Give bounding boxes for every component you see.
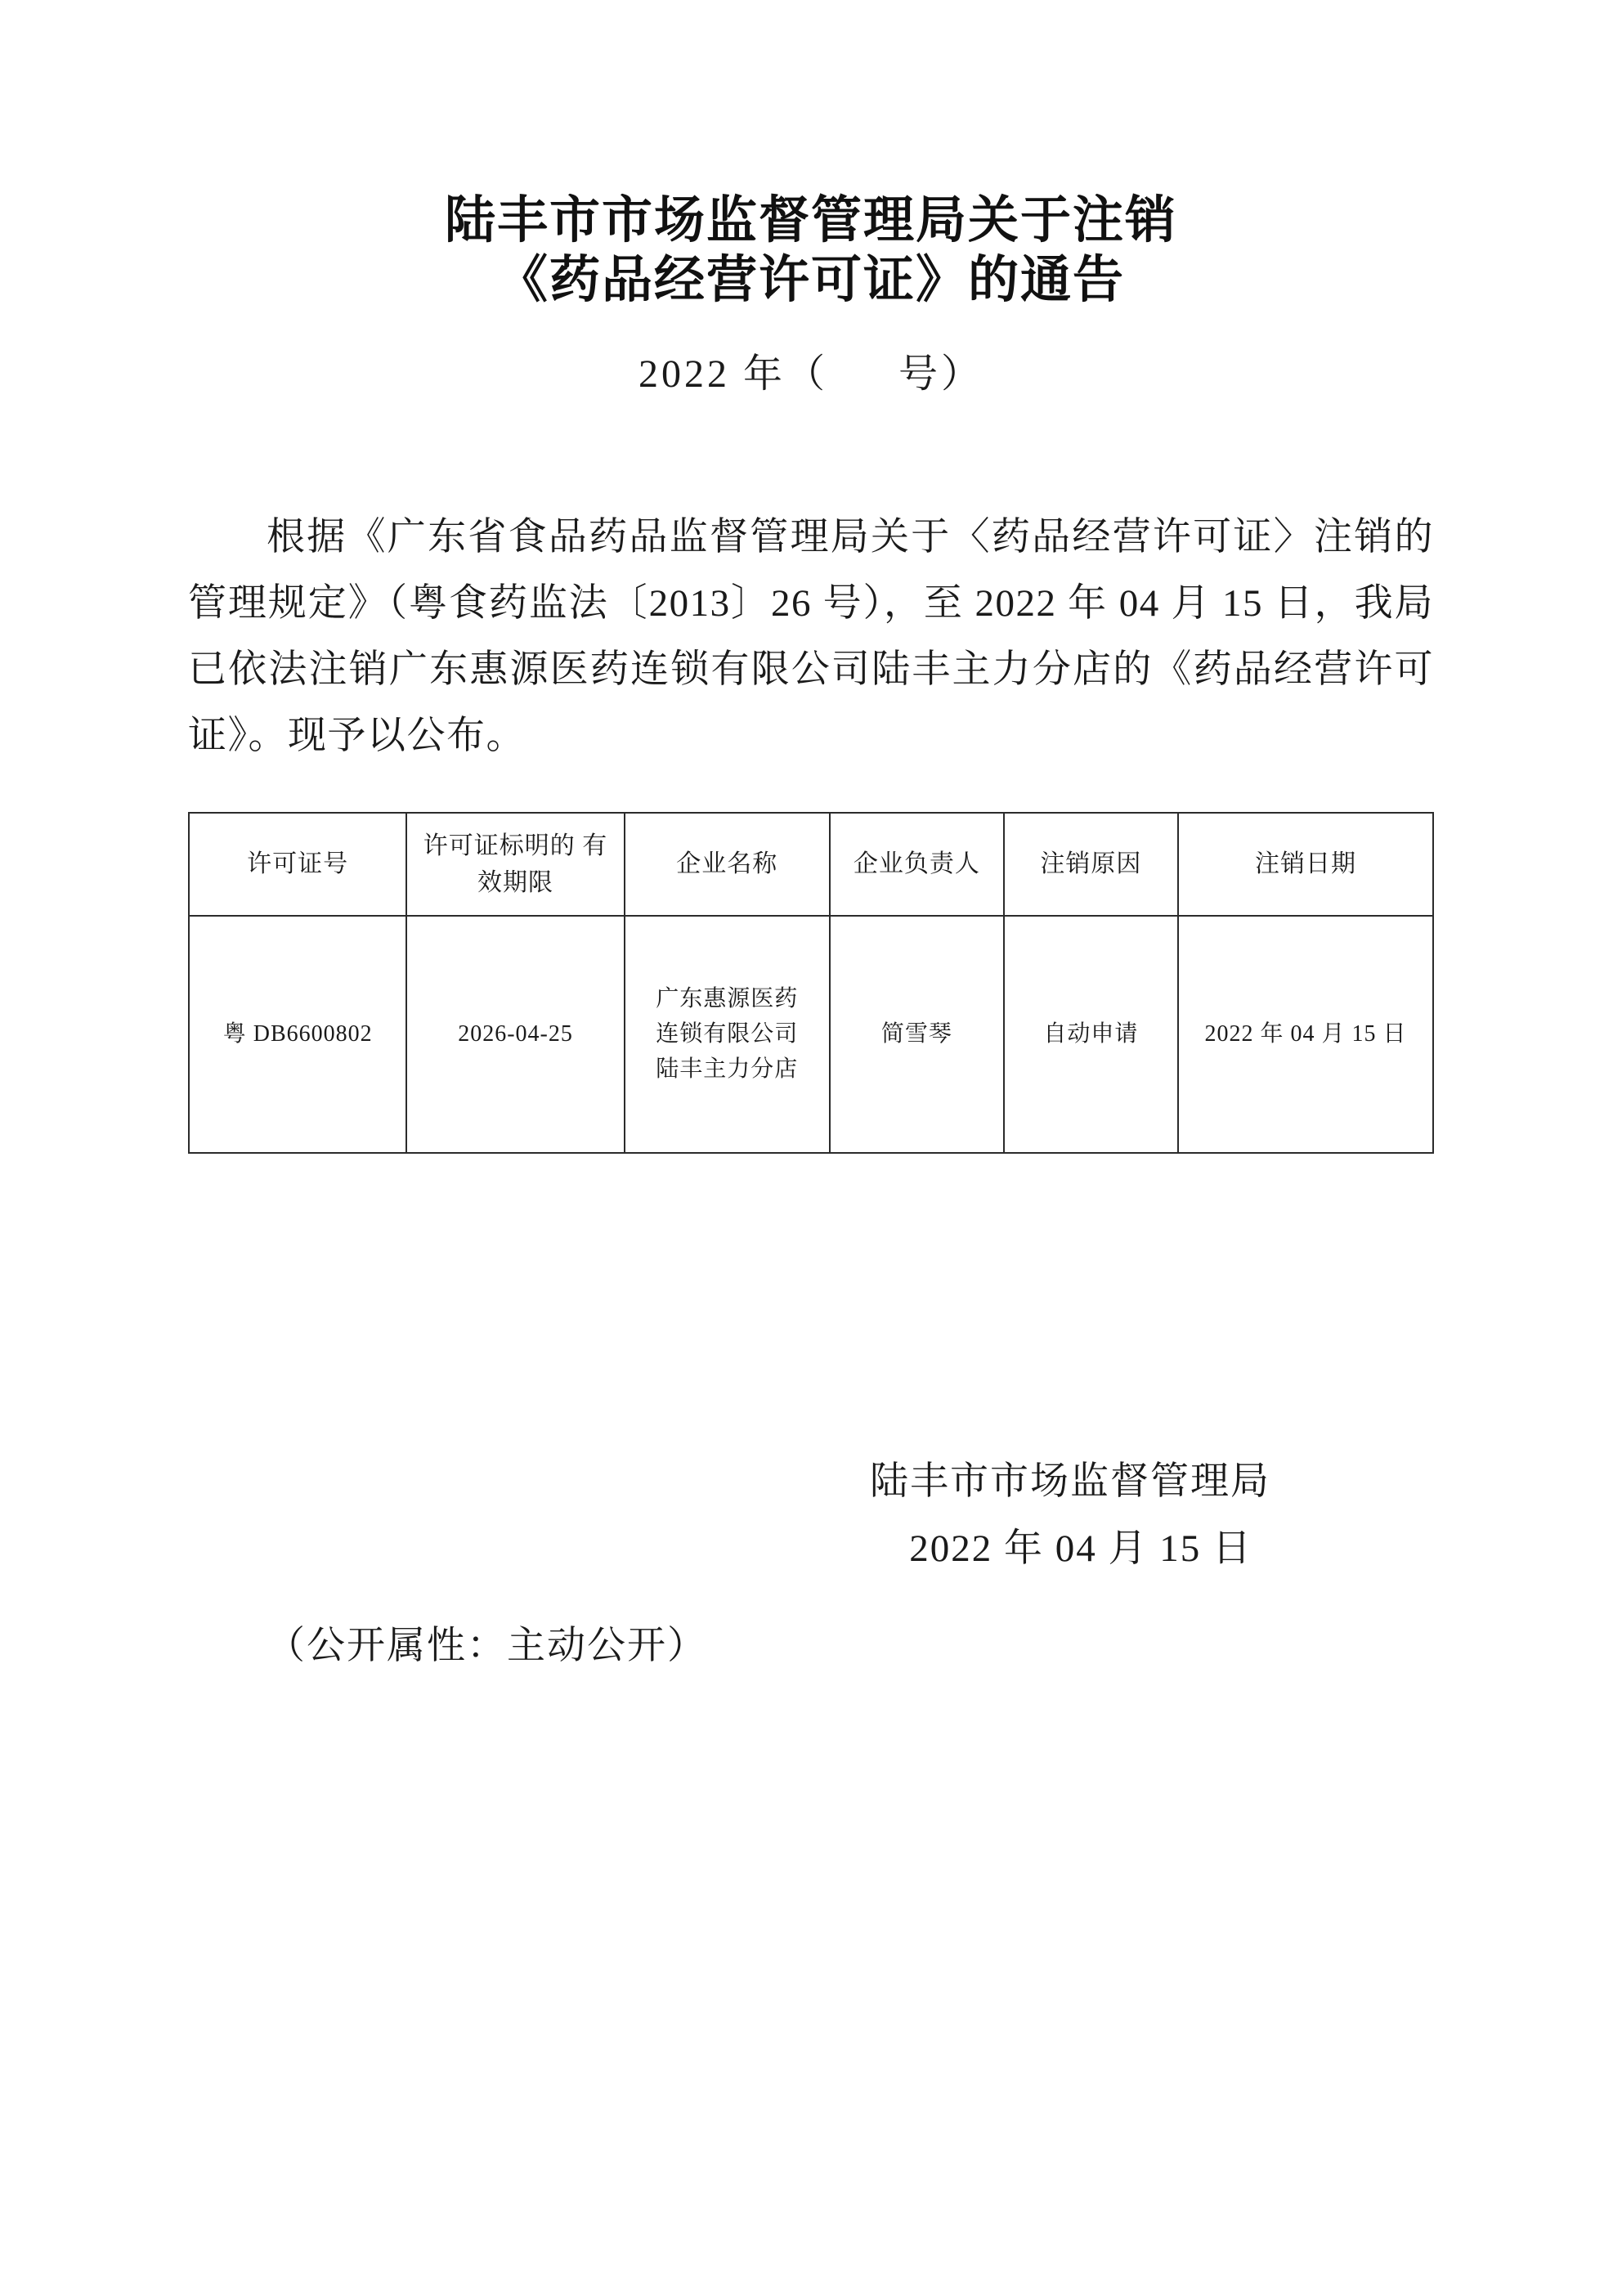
- signature-date: 2022 年 04 月 15 日: [909, 1527, 1252, 1570]
- document-number: [188, 342, 1434, 398]
- page-title-line-1: 陆丰市市场监督管理局关于注销: [444, 190, 1177, 249]
- document-number-prefix: 2022 年（: [638, 352, 828, 397]
- document-number-suffix: 号）: [898, 352, 984, 397]
- title-block: [188, 0, 1434, 398]
- cell-principal: 简雪琴: [830, 916, 1004, 1153]
- cell-reason: 自动申请: [1004, 916, 1178, 1153]
- table-header-valid-until-line1: 许可证标明的: [423, 832, 576, 859]
- table-header-cancel-date: 注销日期: [1178, 813, 1433, 916]
- body-paragraph: 根据《广东省食品药品监督管理局关于〈药品经营许可证〉注销的管理规定》（粤食药监法〔2013〕26 号），至 2022 年 04 月 15 日，我局已依法注销广东惠源医药连锁有限公司陆丰主力分店的《药品经营许可证》。现予以公布。: [188, 516, 1434, 757]
- table-header-reason: 注销原因: [1004, 813, 1178, 916]
- table-header-row: [189, 813, 1433, 916]
- signature-organization: 陆丰市市场监督管理局: [870, 1460, 1270, 1503]
- table-header-license-no: 许可证号: [189, 813, 406, 916]
- cell-cancel-date: 2022 年 04 月 15 日: [1178, 916, 1433, 1153]
- table-row: [189, 916, 1433, 1153]
- cell-company: [625, 916, 830, 1153]
- table-header-valid-until-line2: 有效期限: [477, 832, 608, 896]
- cell-valid-until: 2026-04-25: [406, 916, 624, 1153]
- cell-company-line2: 连锁有限公司: [656, 1020, 799, 1047]
- cancellation-table-wrapper: [188, 812, 1434, 1154]
- signature-block: [188, 1448, 1434, 1670]
- table-header-principal: 企业负责人: [830, 813, 1004, 916]
- cancellation-table: [188, 812, 1434, 1154]
- table-header-valid-until: [406, 813, 624, 916]
- page-title-line-2: 《药品经营许可证》的通告: [496, 249, 1125, 310]
- disclosure-attribute: （公开属性：主动公开）: [267, 1625, 707, 1668]
- table-header-company: 企业名称: [625, 813, 830, 916]
- cell-company-line1: 广东惠源医药: [656, 985, 799, 1011]
- cell-license-no: 粤 DB6600802: [189, 916, 406, 1153]
- body-block: [188, 504, 1434, 769]
- cell-company-line3: 陆丰主力分店: [656, 1056, 799, 1083]
